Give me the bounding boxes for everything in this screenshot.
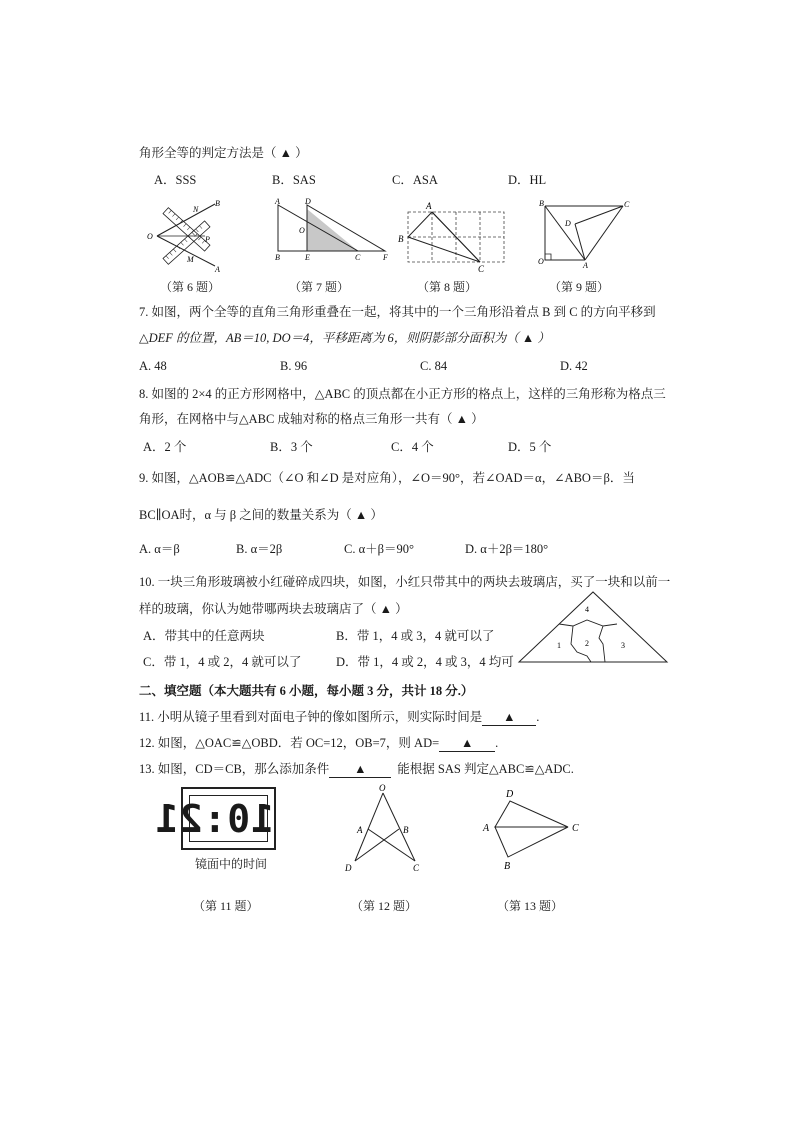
q9-option-c: C. α＋β＝90° (344, 542, 414, 556)
q12-line (139, 735, 498, 752)
q6-option-c: C．ASA (392, 173, 438, 187)
q11-blank: ▲ (482, 709, 536, 726)
f12-label-c: C (413, 863, 420, 873)
q8-option-b: B．3 个 (270, 440, 313, 454)
f9-label-d: D (565, 219, 571, 228)
q10-option-b: B．带 1，4 或 3，4 就可以了 (336, 629, 495, 643)
f8-label-b: B (398, 234, 404, 244)
f7-label-f: F (383, 253, 388, 262)
f9-label-b: B (539, 199, 544, 208)
f10-label-4: 4 (585, 605, 589, 614)
f13-label-d: D (506, 789, 514, 800)
f10-label-1: 1 (557, 641, 561, 650)
q7-option-a: A. 48 (139, 359, 167, 373)
q11-text: 11. 小明从镜子里看到对面电子钟的像如图所示，则实际时间是 (139, 710, 483, 724)
f13-label-a: A (483, 823, 490, 834)
q9-option-b: B. α＝2β (236, 542, 283, 556)
q12-blank: ▲ (439, 735, 495, 752)
f9-label-a: A (583, 261, 588, 270)
q11-line (139, 709, 539, 726)
f12-label-d: D (345, 863, 352, 873)
clock-digits: 10:21 (154, 797, 274, 841)
f12-label-b: B (403, 825, 409, 835)
q13-text: 13. 如图，CD＝CB，那么添加条件 (139, 762, 330, 776)
f12-label-o: O (379, 783, 386, 793)
q9-option-a: A. α＝β (139, 542, 180, 556)
q10-line1: 10. 一块三角形玻璃被小红碰碎成四块，如图，小红只带其中的两块去玻璃店，买了一块和以前一 (139, 575, 671, 589)
figure-12-caption: （第 12 题） (351, 899, 418, 913)
figure-6 (145, 196, 230, 274)
figure-7-caption: （第 7 题） (289, 280, 350, 294)
f7-label-a: A (275, 197, 280, 206)
q8-line1: 8. 如图的 2×4 的正方形网格中，△ABC 的顶点都在小正方形的格点上，这样的三角形称为格点三 (139, 387, 666, 401)
figure-11-caption: （第 11 题） (193, 899, 259, 913)
q6-option-d: D．HL (508, 173, 547, 187)
f6-label-m: M (187, 255, 194, 264)
f9-label-o: O (538, 257, 544, 266)
f7-label-b: B (275, 253, 280, 262)
figure-10 (517, 590, 669, 664)
q10-option-c: C．带 1，4 或 2，4 就可以了 (143, 655, 302, 669)
f10-label-3: 3 (621, 641, 625, 650)
f9-label-c: C (624, 200, 630, 209)
f7-label-e: E (305, 253, 310, 262)
figure-6-caption: （第 6 题） (160, 280, 221, 294)
q7-line1: 7. 如图，两个全等的直角三角形重叠在一起，将其中的一个三角形沿着点 B 到 C 的方向平移到 (139, 305, 656, 319)
q8-option-c: C．4 个 (391, 440, 434, 454)
mirror-clock (154, 787, 276, 850)
f6-label-p: P (205, 235, 210, 244)
q13-end: 能根据 SAS 判定△ABC≌△ADC. (397, 762, 574, 776)
f7-label-c: C (355, 253, 361, 262)
q12-text: 12. 如图，△OAC≌△OBD．若 OC=12，OB=7，则 AD= (139, 736, 440, 750)
figure-8 (398, 198, 508, 272)
q8-option-a: A．2 个 (143, 440, 187, 454)
q7-line2: △DEF 的位置，AB＝10, DO＝4，平移距离为 6，则阴影部分面积为（ ▲ ） (139, 331, 550, 345)
figure-13 (480, 785, 585, 871)
f12-label-a: A (357, 825, 363, 835)
f7-label-o: O (299, 226, 305, 235)
f6-label-a: A (215, 265, 220, 274)
f7-label-d: D (305, 197, 311, 206)
q6-stem: 角形全等的判定方法是（ ▲ ） (139, 146, 308, 160)
figure-9-caption: （第 9 题） (549, 280, 610, 294)
q13-line (139, 761, 574, 778)
f13-label-c: C (572, 823, 579, 834)
figure-7 (270, 197, 395, 263)
q7-option-d: D. 42 (560, 359, 588, 373)
f6-label-o: O (147, 232, 153, 241)
f6-label-b: B (215, 199, 220, 208)
q11-end: . (536, 710, 540, 724)
q6-option-a: A．SSS (154, 173, 197, 187)
f6-label-n: N (193, 205, 199, 214)
q8-option-d: D．5 个 (508, 440, 552, 454)
f8-label-c: C (478, 264, 485, 274)
q7-option-c: C. 84 (420, 359, 448, 373)
figure-12 (341, 783, 431, 875)
clock-label: 镜面中的时间 (195, 857, 268, 871)
q10-option-d: D．带 1，4 或 2，4 或 3，4 均可 (336, 655, 514, 669)
f8-label-a: A (426, 201, 432, 211)
figure-9 (535, 198, 635, 268)
figure-8-caption: （第 8 题） (417, 280, 478, 294)
q6-option-b: B．SAS (272, 173, 316, 187)
section-2-heading: 二、填空题（本大题共有 6 小题，每小题 3 分，共计 18 分.） (139, 684, 474, 698)
q9-line2: BC∥OA时，α 与 β 之间的数量关系为（ ▲ ） (139, 508, 383, 522)
q9-line1: 9. 如图，△AOB≌△ADC（∠O 和∠D 是对应角），∠O＝90°，若∠OAD＝α，∠ABO＝β．当 (139, 471, 635, 485)
q13-blank: ▲ (329, 761, 391, 778)
figure-13-caption: （第 13 题） (497, 899, 564, 913)
q10-line2: 样的玻璃，你认为她带哪两块去玻璃店了（ ▲ ） (139, 602, 408, 616)
q10-option-a: A．带其中的任意两块 (143, 629, 265, 643)
f13-label-b: B (504, 861, 511, 872)
q12-end: . (495, 736, 499, 750)
q9-option-d: D. α＋2β＝180° (465, 542, 549, 556)
f10-label-2: 2 (585, 639, 589, 648)
q8-line2: 角形，在网格中与△ABC 成轴对称的格点三角形一共有（ ▲ ） (139, 412, 484, 426)
q7-option-b: B. 96 (280, 359, 308, 373)
